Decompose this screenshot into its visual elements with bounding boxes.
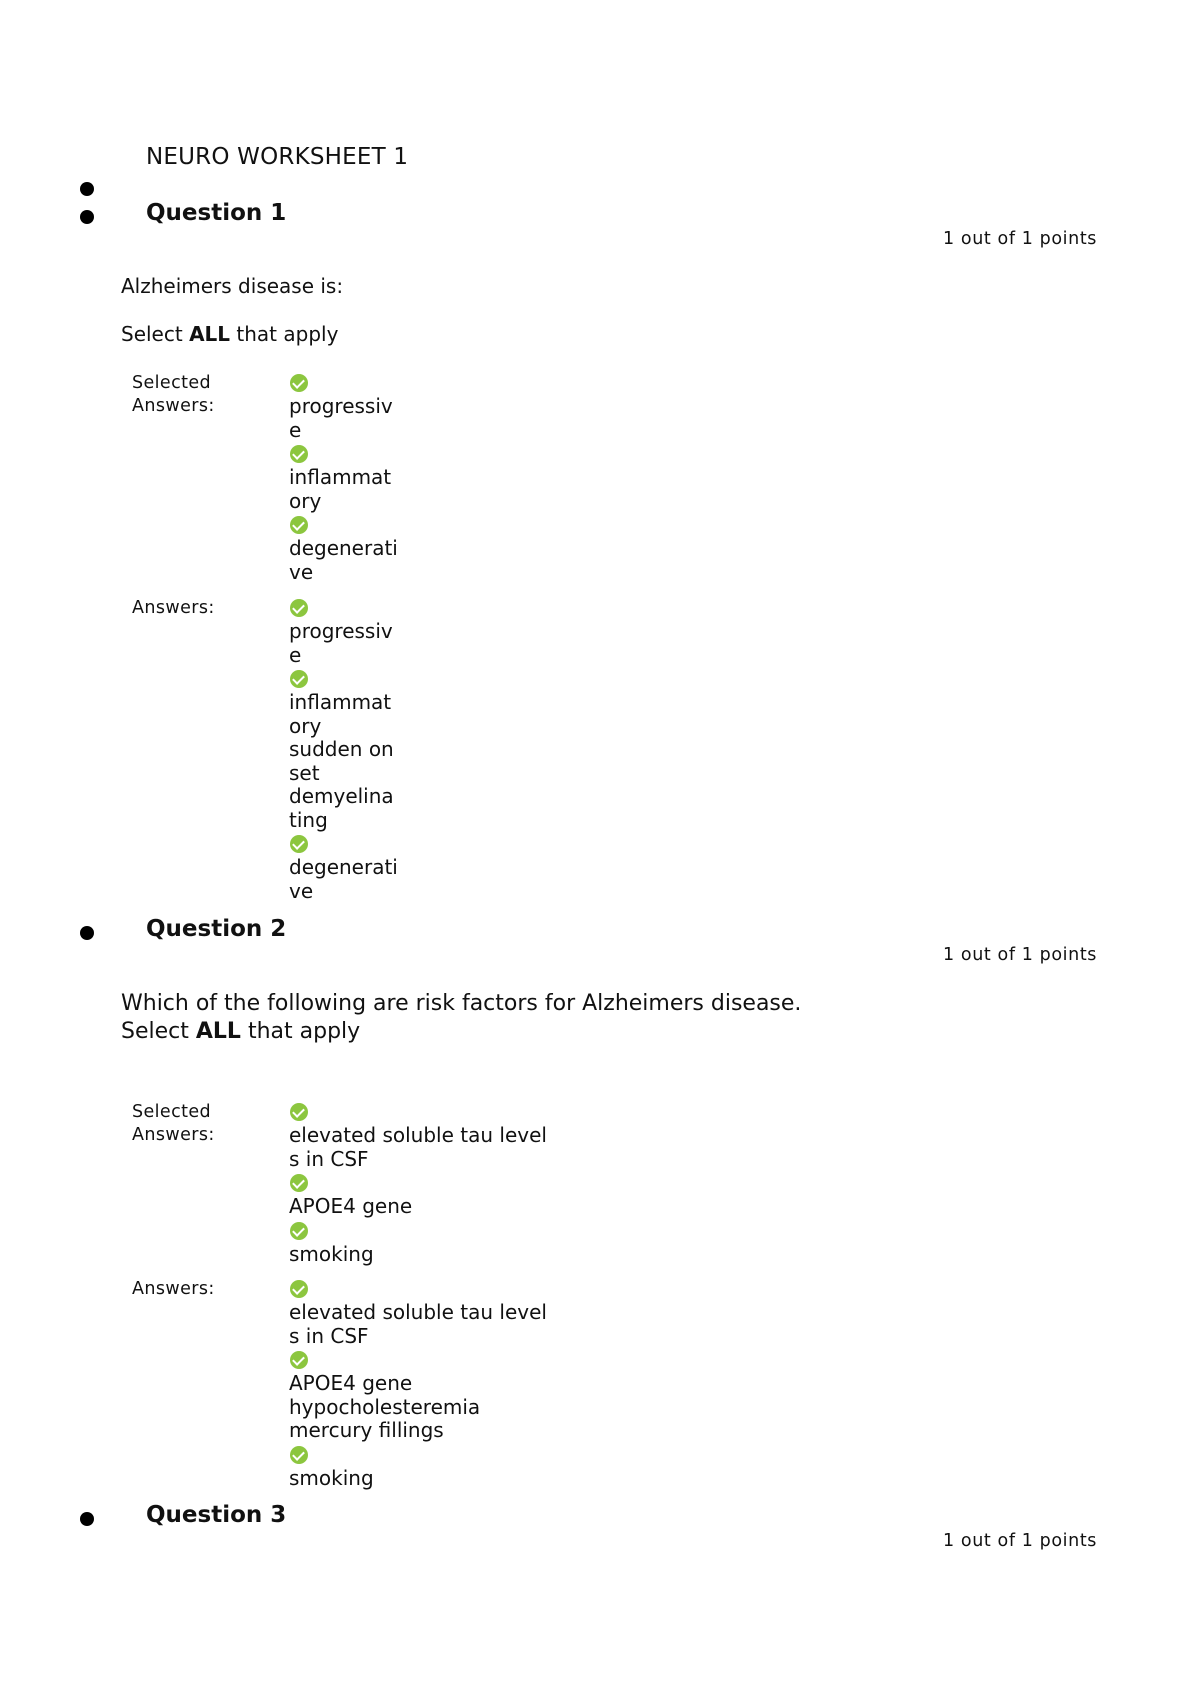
answer-option: elevated soluble tau levels in CSF — [289, 1123, 547, 1171]
bullet-icon — [80, 182, 94, 196]
answer-option: hypocholesteremia — [289, 1394, 481, 1419]
check-circle-icon — [290, 670, 308, 688]
selected-answers-label: Selected Answers: — [132, 373, 215, 416]
check-circle-icon — [290, 445, 308, 463]
answer-option: APOE4 gene — [289, 1194, 413, 1218]
check-circle-icon — [290, 516, 308, 534]
answer-option: inflammatory — [289, 690, 392, 738]
bullet-icon — [80, 1512, 94, 1526]
check-circle-icon — [290, 835, 308, 853]
answer-option: inflammatory — [289, 465, 392, 513]
question-prompt: Which of the following are risk factors for Alzheimers disease. Select ALL that apply — [121, 991, 802, 1044]
question-title: Question 1 — [146, 200, 287, 226]
answer-option: APOE4 gene — [289, 1371, 413, 1395]
answer-option: mercury fillings — [289, 1418, 444, 1442]
check-circle-icon — [290, 1174, 308, 1192]
answer-option: smoking — [289, 1465, 374, 1490]
answer-option: demyelinating — [289, 784, 394, 832]
bullet-icon — [80, 210, 94, 224]
check-circle-icon — [290, 1446, 308, 1464]
answers-label: Answers: — [132, 1279, 215, 1299]
answer-option: progressive — [289, 619, 393, 667]
answers-label: Answers: — [132, 598, 215, 618]
question-prompt: Alzheimers disease is: — [121, 274, 344, 298]
check-circle-icon — [290, 1280, 308, 1298]
answer-option: elevated soluble tau levels in CSF — [289, 1300, 547, 1348]
bullet-icon — [80, 926, 94, 940]
question-instruction: Select ALL that apply — [121, 322, 339, 346]
selected-answers-list — [289, 371, 401, 584]
check-circle-icon — [290, 374, 308, 392]
points-score: 1 out of 1 points — [943, 1531, 1097, 1551]
answer-option: smoking — [289, 1241, 374, 1266]
answer-option: sudden onset — [289, 737, 394, 785]
check-circle-icon — [290, 1222, 308, 1240]
answers-list — [289, 1277, 554, 1490]
selected-answers-list — [289, 1100, 554, 1266]
answer-option: progressive — [289, 394, 393, 442]
check-circle-icon — [290, 1351, 308, 1369]
check-circle-icon — [290, 1103, 308, 1121]
page-title: NEURO WORKSHEET 1 — [146, 144, 409, 170]
answers-list — [289, 596, 401, 903]
answer-option: degenerative — [289, 855, 398, 903]
selected-answers-label: Selected Answers: — [132, 1102, 215, 1145]
check-circle-icon — [290, 599, 308, 617]
points-score: 1 out of 1 points — [943, 229, 1097, 249]
question-title: Question 2 — [146, 916, 287, 942]
points-score: 1 out of 1 points — [943, 945, 1097, 965]
question-title: Question 3 — [146, 1502, 287, 1528]
answer-option: degenerative — [289, 536, 398, 584]
